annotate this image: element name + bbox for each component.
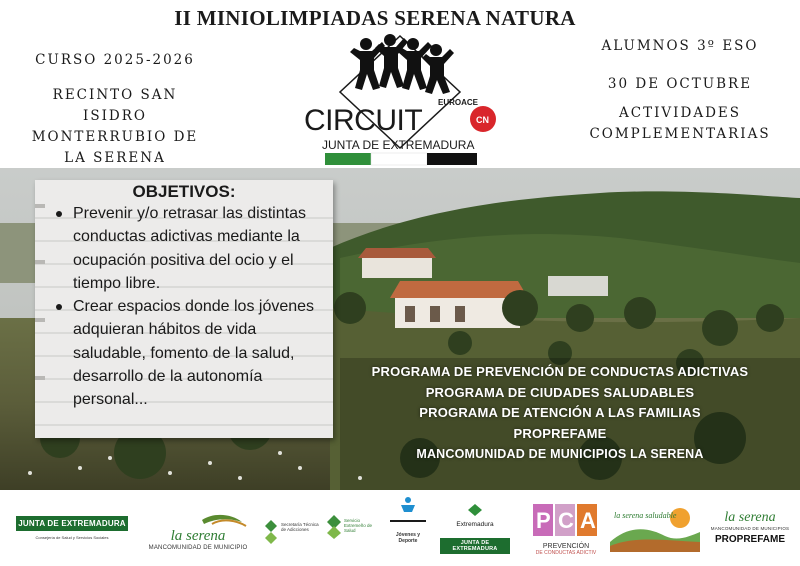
objective-item: Prevenir y/o retrasar las distintas conductas adictivas mediante la ocupación positiva del ocio y el tiempo libre.: [73, 202, 331, 295]
objectives-note: [35, 180, 333, 438]
program-item: MANCOMUNIDAD DE MUNICIPIOS LA SERENA: [416, 447, 704, 461]
objective-item: Crear espacios donde los jóvenes adquieran hábitos de vida saludable, fomento de la salud, desarrollo de la autonomía personal...: [73, 295, 331, 411]
activity-label: ACTIVIDADES COMPLEMENTARIAS: [589, 105, 771, 142]
svg-text:P: P: [536, 508, 551, 533]
junta-extremadura-logo: JUNTA DE EXTREMADURA Consejería de Salud y Servicios Sociales: [16, 516, 128, 540]
objectives-list: [73, 202, 331, 412]
proprefame-logo: la serena MANCOMUNIDAD DE MUNICIPIOS PROPREFAME: [710, 510, 790, 545]
program-item: PROPREFAME: [513, 425, 607, 441]
extremadura-logo: Extremadura JUNTA DE EXTREMADURA: [440, 502, 510, 554]
children-figures-icon: [350, 34, 454, 94]
right-info: [580, 36, 780, 145]
program-item: PROGRAMA DE ATENCIÓN A LAS FAMILIAS: [419, 405, 701, 420]
programs-list: [345, 362, 775, 465]
header: [0, 0, 800, 170]
ses-salud-logo: Servicio Extremeño de Salud: [326, 514, 382, 544]
circuito-logo: [300, 30, 510, 170]
left-info: [20, 50, 210, 169]
svg-text:la serena saludable: la serena saludable: [614, 511, 677, 520]
svg-text:A: A: [580, 508, 596, 533]
sponsor-logos: [0, 490, 800, 566]
venue-label: RECINTO SAN ISIDRO MONTERRUBIO DE LA SERENA: [31, 87, 199, 166]
objectives-heading: OBJETIVOS:: [132, 182, 236, 201]
program-item: PROGRAMA DE PREVENCIÓN DE CONDUCTAS ADICTIVAS: [371, 364, 749, 379]
svg-text:EUROACE: EUROACE: [438, 98, 479, 107]
students-label: ALUMNOS 3º ESO: [601, 38, 759, 54]
pca-prevencion-logo: P C A PREVENCIÓN DE CONDUCTAS ADICTIV: [531, 502, 601, 556]
svg-text:CIRCUIT: CIRCUIT: [304, 104, 423, 137]
la-serena-logo: la serena MANCOMUNIDAD DE MUNICIPIO: [142, 512, 254, 551]
ses-adicciones-logo: Secretaría Técnica de Adicciones: [263, 518, 321, 552]
program-item: PROGRAMA DE CIUDADES SALUDABLES: [425, 384, 695, 400]
la-serena-saludable-logo: [610, 506, 700, 556]
jovenes-deporte-logo: Jóvenes y Deporte: [386, 496, 430, 544]
event-title: II MINIOLIMPIADAS SERENA NATURA: [174, 6, 576, 30]
svg-text:CN: CN: [476, 115, 489, 125]
svg-text:JUNTA DE EXTREMADURA: JUNTA DE EXTREMADURA: [322, 138, 475, 152]
course-label: CURSO 2025-2026: [35, 52, 195, 68]
svg-text:C: C: [558, 508, 574, 533]
date-label: 30 DE OCTUBRE: [607, 76, 753, 92]
